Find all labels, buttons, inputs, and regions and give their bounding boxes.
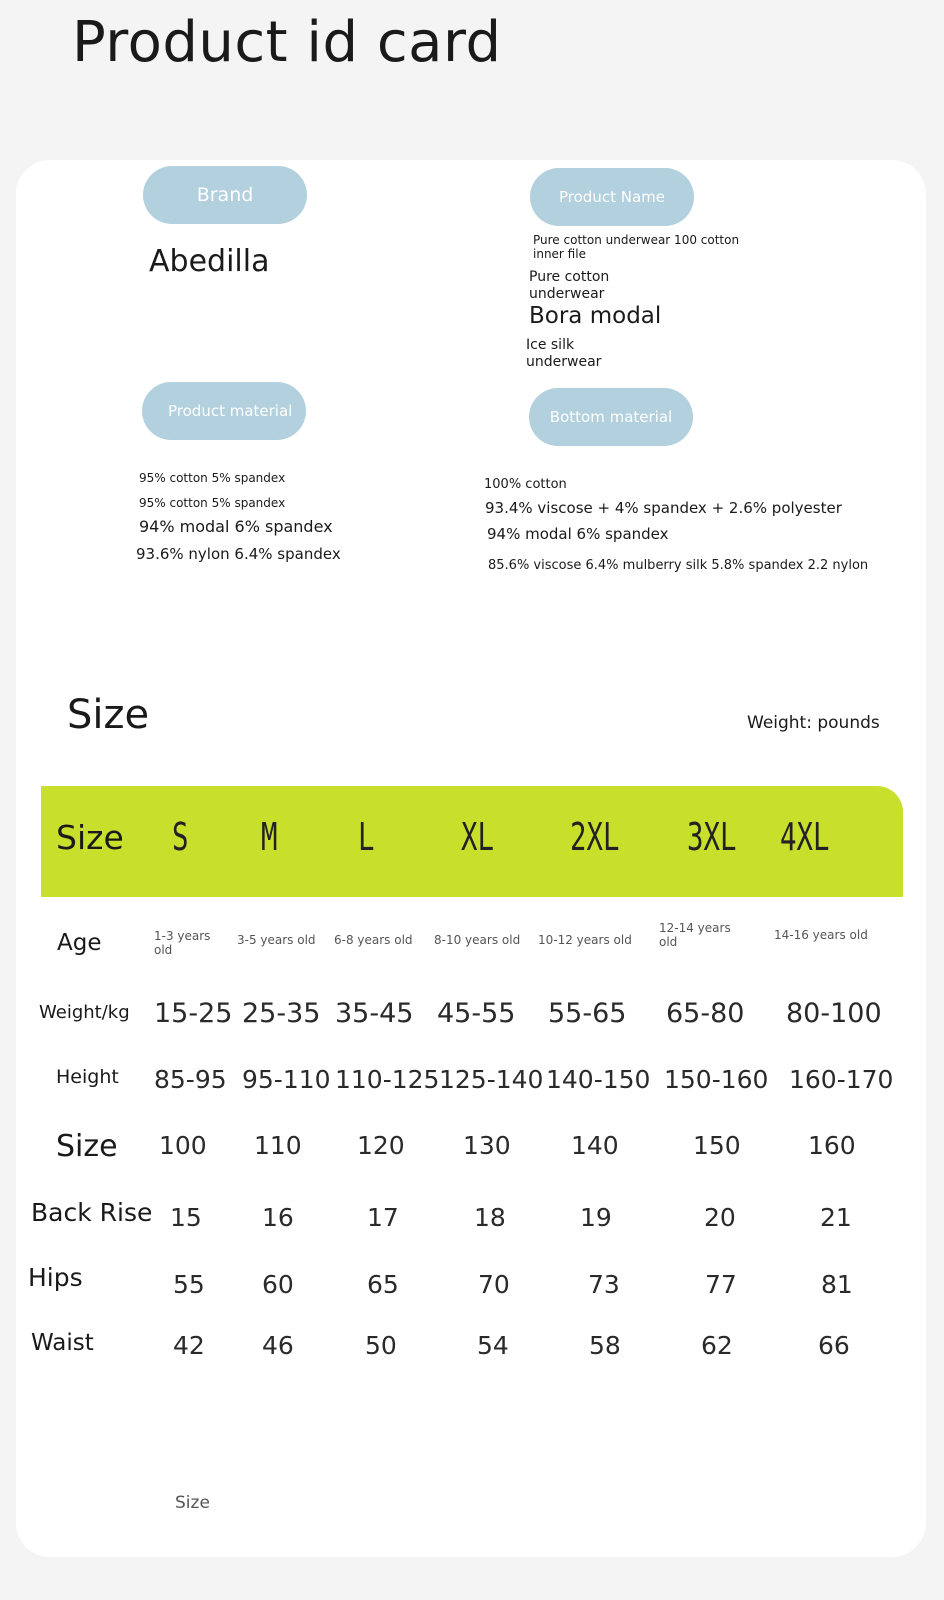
hips-cell: 77 [705,1270,737,1299]
product-material-item: 95% cotton 5% spandex [139,471,286,485]
back-rise-cell: 16 [262,1203,294,1232]
age-cell: 10-12 years old [538,933,632,947]
product-material-pill: Product material [142,382,306,440]
row-label-height: Height [56,1066,119,1088]
size-cell: 100 [159,1131,207,1160]
page-title: Product id card [72,10,502,75]
size-cell: 120 [357,1131,405,1160]
waist-cell: 62 [701,1331,733,1360]
waist-cell: 50 [365,1331,397,1360]
weight-cell: 45-55 [437,998,516,1029]
row-label-back-rise: Back Rise [31,1198,153,1227]
weight-unit-note: Weight: pounds [747,713,880,733]
age-cell: 12-14 years old [659,921,731,949]
bottom-material-item: 85.6% viscose 6.4% mulberry silk 5.8% spandex 2.2 nylon [488,558,869,573]
product-name-pill: Product Name [530,168,694,226]
size-heading: Size [67,692,150,738]
product-material-item: 95% cotton 5% spandex [139,496,286,510]
brand-pill: Brand [143,166,307,224]
hips-cell: 73 [588,1270,620,1299]
size-cell: 130 [463,1131,511,1160]
size-cell: 110 [254,1131,302,1160]
back-rise-cell: 15 [170,1203,202,1232]
height-cell: 95-110 [242,1065,331,1094]
waist-cell: 42 [173,1331,205,1360]
size-col-header: 2XL [570,815,620,859]
weight-cell: 25-35 [242,998,321,1029]
age-cell: 6-8 years old [334,933,413,947]
waist-cell: 66 [818,1331,850,1360]
height-cell: 85-95 [154,1065,227,1094]
product-material-item: 93.6% nylon 6.4% spandex [136,545,341,563]
size-col-header: M [261,815,278,859]
back-rise-cell: 19 [580,1203,612,1232]
size-col-header: XL [461,815,494,859]
size-col-header: S [172,815,189,859]
row-label-waist: Waist [31,1330,94,1356]
weight-cell: 35-45 [335,998,414,1029]
back-rise-cell: 18 [474,1203,506,1232]
size-col-header: 3XL [687,815,737,859]
back-rise-cell: 17 [367,1203,399,1232]
bottom-material-item: 100% cotton [484,477,567,492]
weight-cell: 65-80 [666,998,745,1029]
size-cell: 150 [693,1131,741,1160]
height-cell: 110-125 [335,1065,440,1094]
back-rise-cell: 21 [820,1203,852,1232]
age-cell: 14-16 years old [774,928,868,942]
product-material-item: 94% modal 6% spandex [139,517,333,536]
hips-cell: 60 [262,1270,294,1299]
age-cell: 8-10 years old [434,933,521,947]
weight-cell: 15-25 [154,998,233,1029]
height-cell: 160-170 [789,1065,894,1094]
age-cell: 1-3 years old [154,929,211,957]
size-cell: 160 [808,1131,856,1160]
bottom-material-item: 94% modal 6% spandex [487,525,669,543]
footer-size-label: Size [175,1493,210,1513]
size-col-header: 4XL [780,815,830,859]
hips-cell: 70 [478,1270,510,1299]
height-cell: 125-140 [439,1065,544,1094]
row-label-hips: Hips [28,1263,83,1292]
row-label-size: Size [56,1129,118,1164]
bottom-material-pill: Bottom material [529,388,693,446]
weight-cell: 55-65 [548,998,627,1029]
waist-cell: 58 [589,1331,621,1360]
waist-cell: 54 [477,1331,509,1360]
size-cell: 140 [571,1131,619,1160]
bottom-material-item: 93.4% viscose + 4% spandex + 2.6% polyester [485,499,842,517]
size-band-label: Size [56,818,124,857]
product-name-item: Pure cotton underwear 100 cotton inner file [533,233,740,261]
age-cell: 3-5 years old [237,933,316,947]
brand-value: Abedilla [149,244,270,279]
row-label-age: Age [57,930,102,956]
hips-cell: 81 [821,1270,853,1299]
product-name-item: Ice silk underwear [526,337,602,370]
row-label-weight: Weight/kg [39,1002,130,1023]
waist-cell: 46 [262,1331,294,1360]
product-name-item: Pure cotton underwear [529,269,610,302]
hips-cell: 65 [367,1270,399,1299]
hips-cell: 55 [173,1270,205,1299]
weight-cell: 80-100 [786,998,882,1029]
height-cell: 150-160 [664,1065,769,1094]
size-col-header: L [358,815,375,859]
back-rise-cell: 20 [704,1203,736,1232]
height-cell: 140-150 [546,1065,651,1094]
product-name-item: Bora modal [529,303,662,329]
